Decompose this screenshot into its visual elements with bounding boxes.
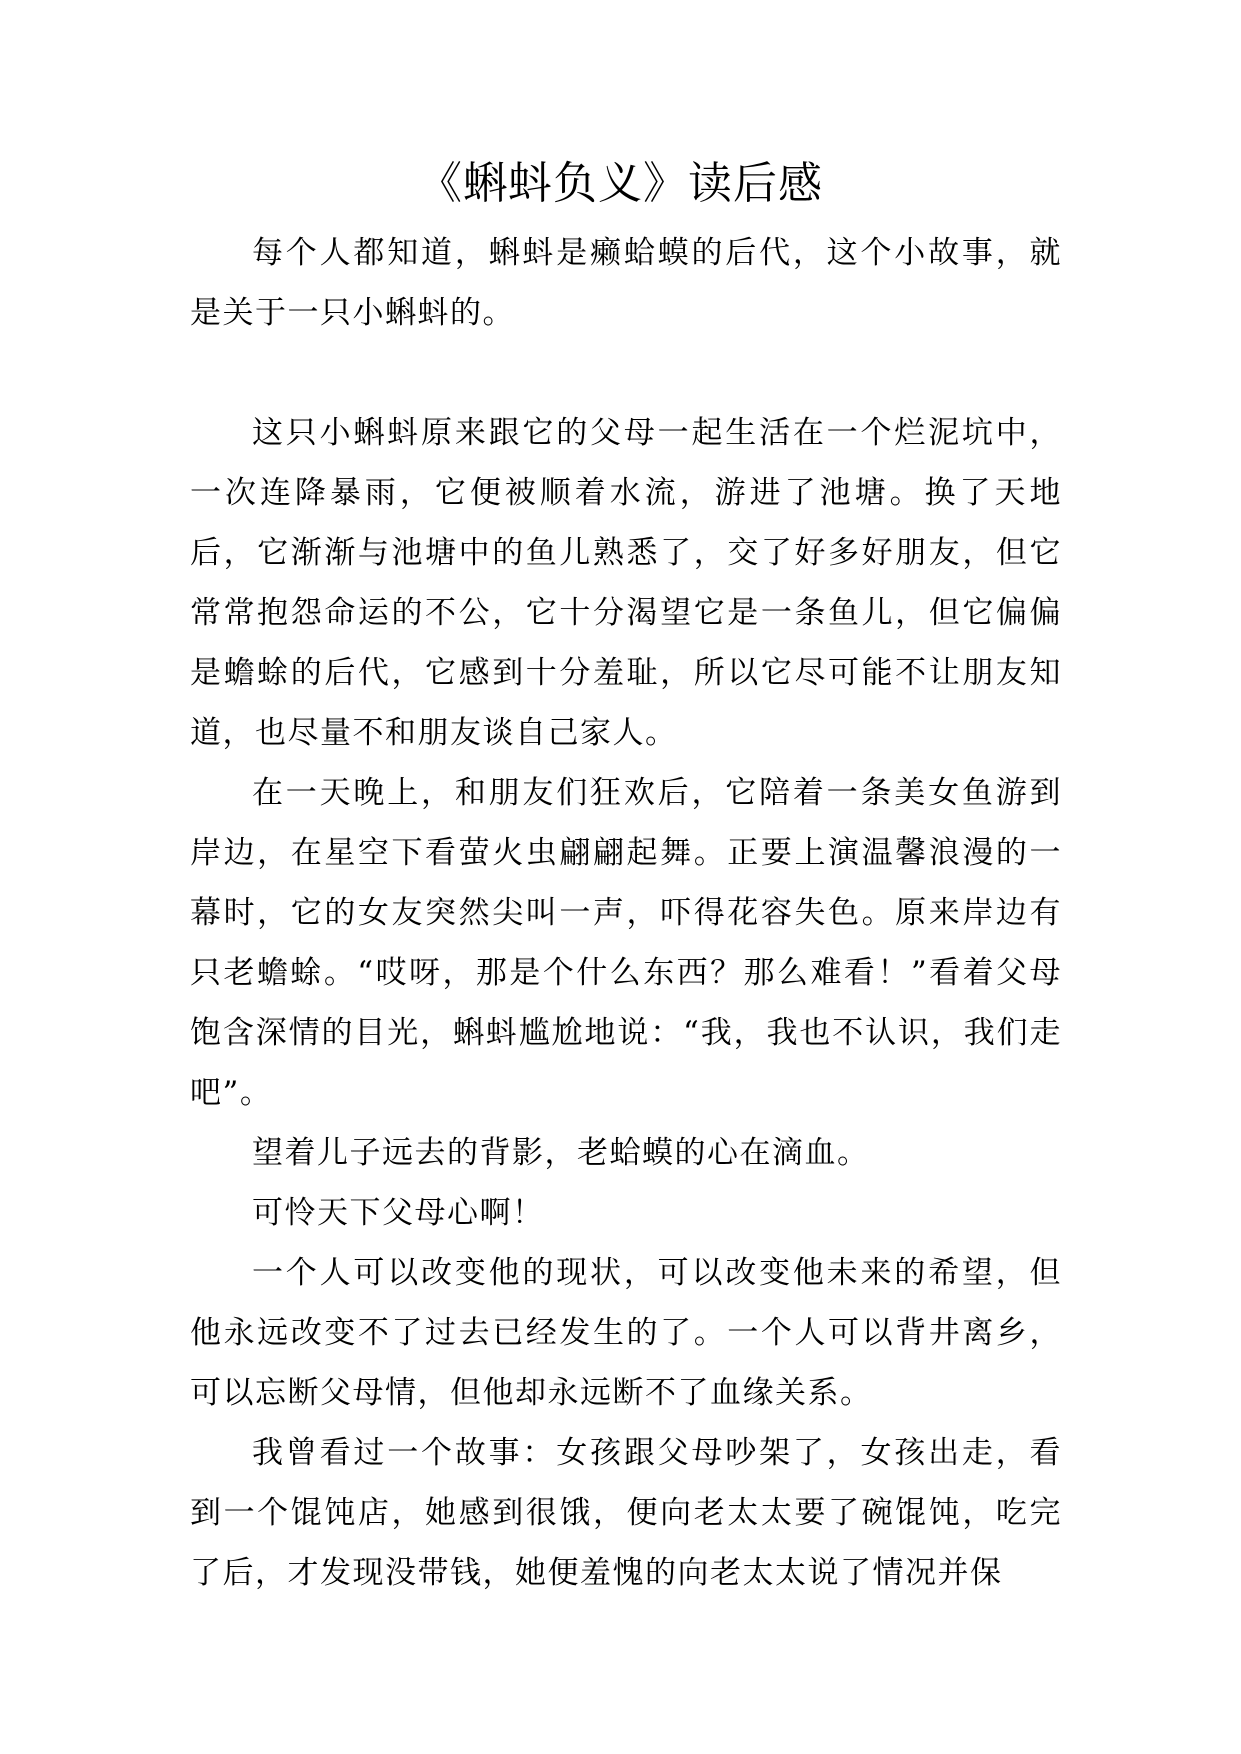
paragraph-7: 我曾看过一个故事：女孩跟父母吵架了，女孩出走，看到一个馄饨店，她感到很饿，便向老太太要了碗馄饨，吃完了后，才发现没带钱，她便羞愧的向老太太说了情况并保 — [190, 1435, 1062, 1591]
paragraph-5: 可怜天下父母心啊！ — [252, 1195, 545, 1231]
document-body — [190, 223, 1062, 1603]
paragraph-4: 望着儿子远去的背影，老蛤蟆的心在滴血。 — [252, 1135, 870, 1171]
paragraph-6: 一个人可以改变他的现状，可以改变他未来的希望，但他永远改变不了过去已经发生的了。一个人可以背井离乡，可以忘断父母情，但他却永远断不了血缘关系。 — [190, 1255, 1062, 1411]
paragraph-gap — [190, 343, 1062, 403]
paragraph-1: 每个人都知道，蝌蚪是癞蛤蟆的后代，这个小故事，就是关于一只小蝌蚪的。 — [190, 235, 1062, 331]
paragraph-2: 这只小蝌蚪原来跟它的父母一起生活在一个烂泥坑中，一次连降暴雨，它便被顺着水流，游进了池塘。换了天地后，它渐渐与池塘中的鱼儿熟悉了，交了好多好朋友，但它常常抱怨命运的不公，它十分渴望它是一条鱼儿，但它偏偏是蟾蜍的后代，它感到十分羞耻，所以它尽可能不让朋友知道，也尽量不和朋友谈自己家人。 — [190, 415, 1062, 751]
paragraph-3: 在一天晚上，和朋友们狂欢后，它陪着一条美女鱼游到岸边，在星空下看萤火虫翩翩起舞。正要上演温馨浪漫的一幕时，它的女友突然尖叫一声，吓得花容失色。原来岸边有只老蟾蜍。“哎呀，那是个什么东西？那么难看！”看着父母饱含深情的目光，蝌蚪尴尬地说：“我，我也不认识，我们走吧”。 — [190, 775, 1062, 1111]
document-title: 《蝌蚪负义》读后感 — [418, 158, 823, 209]
